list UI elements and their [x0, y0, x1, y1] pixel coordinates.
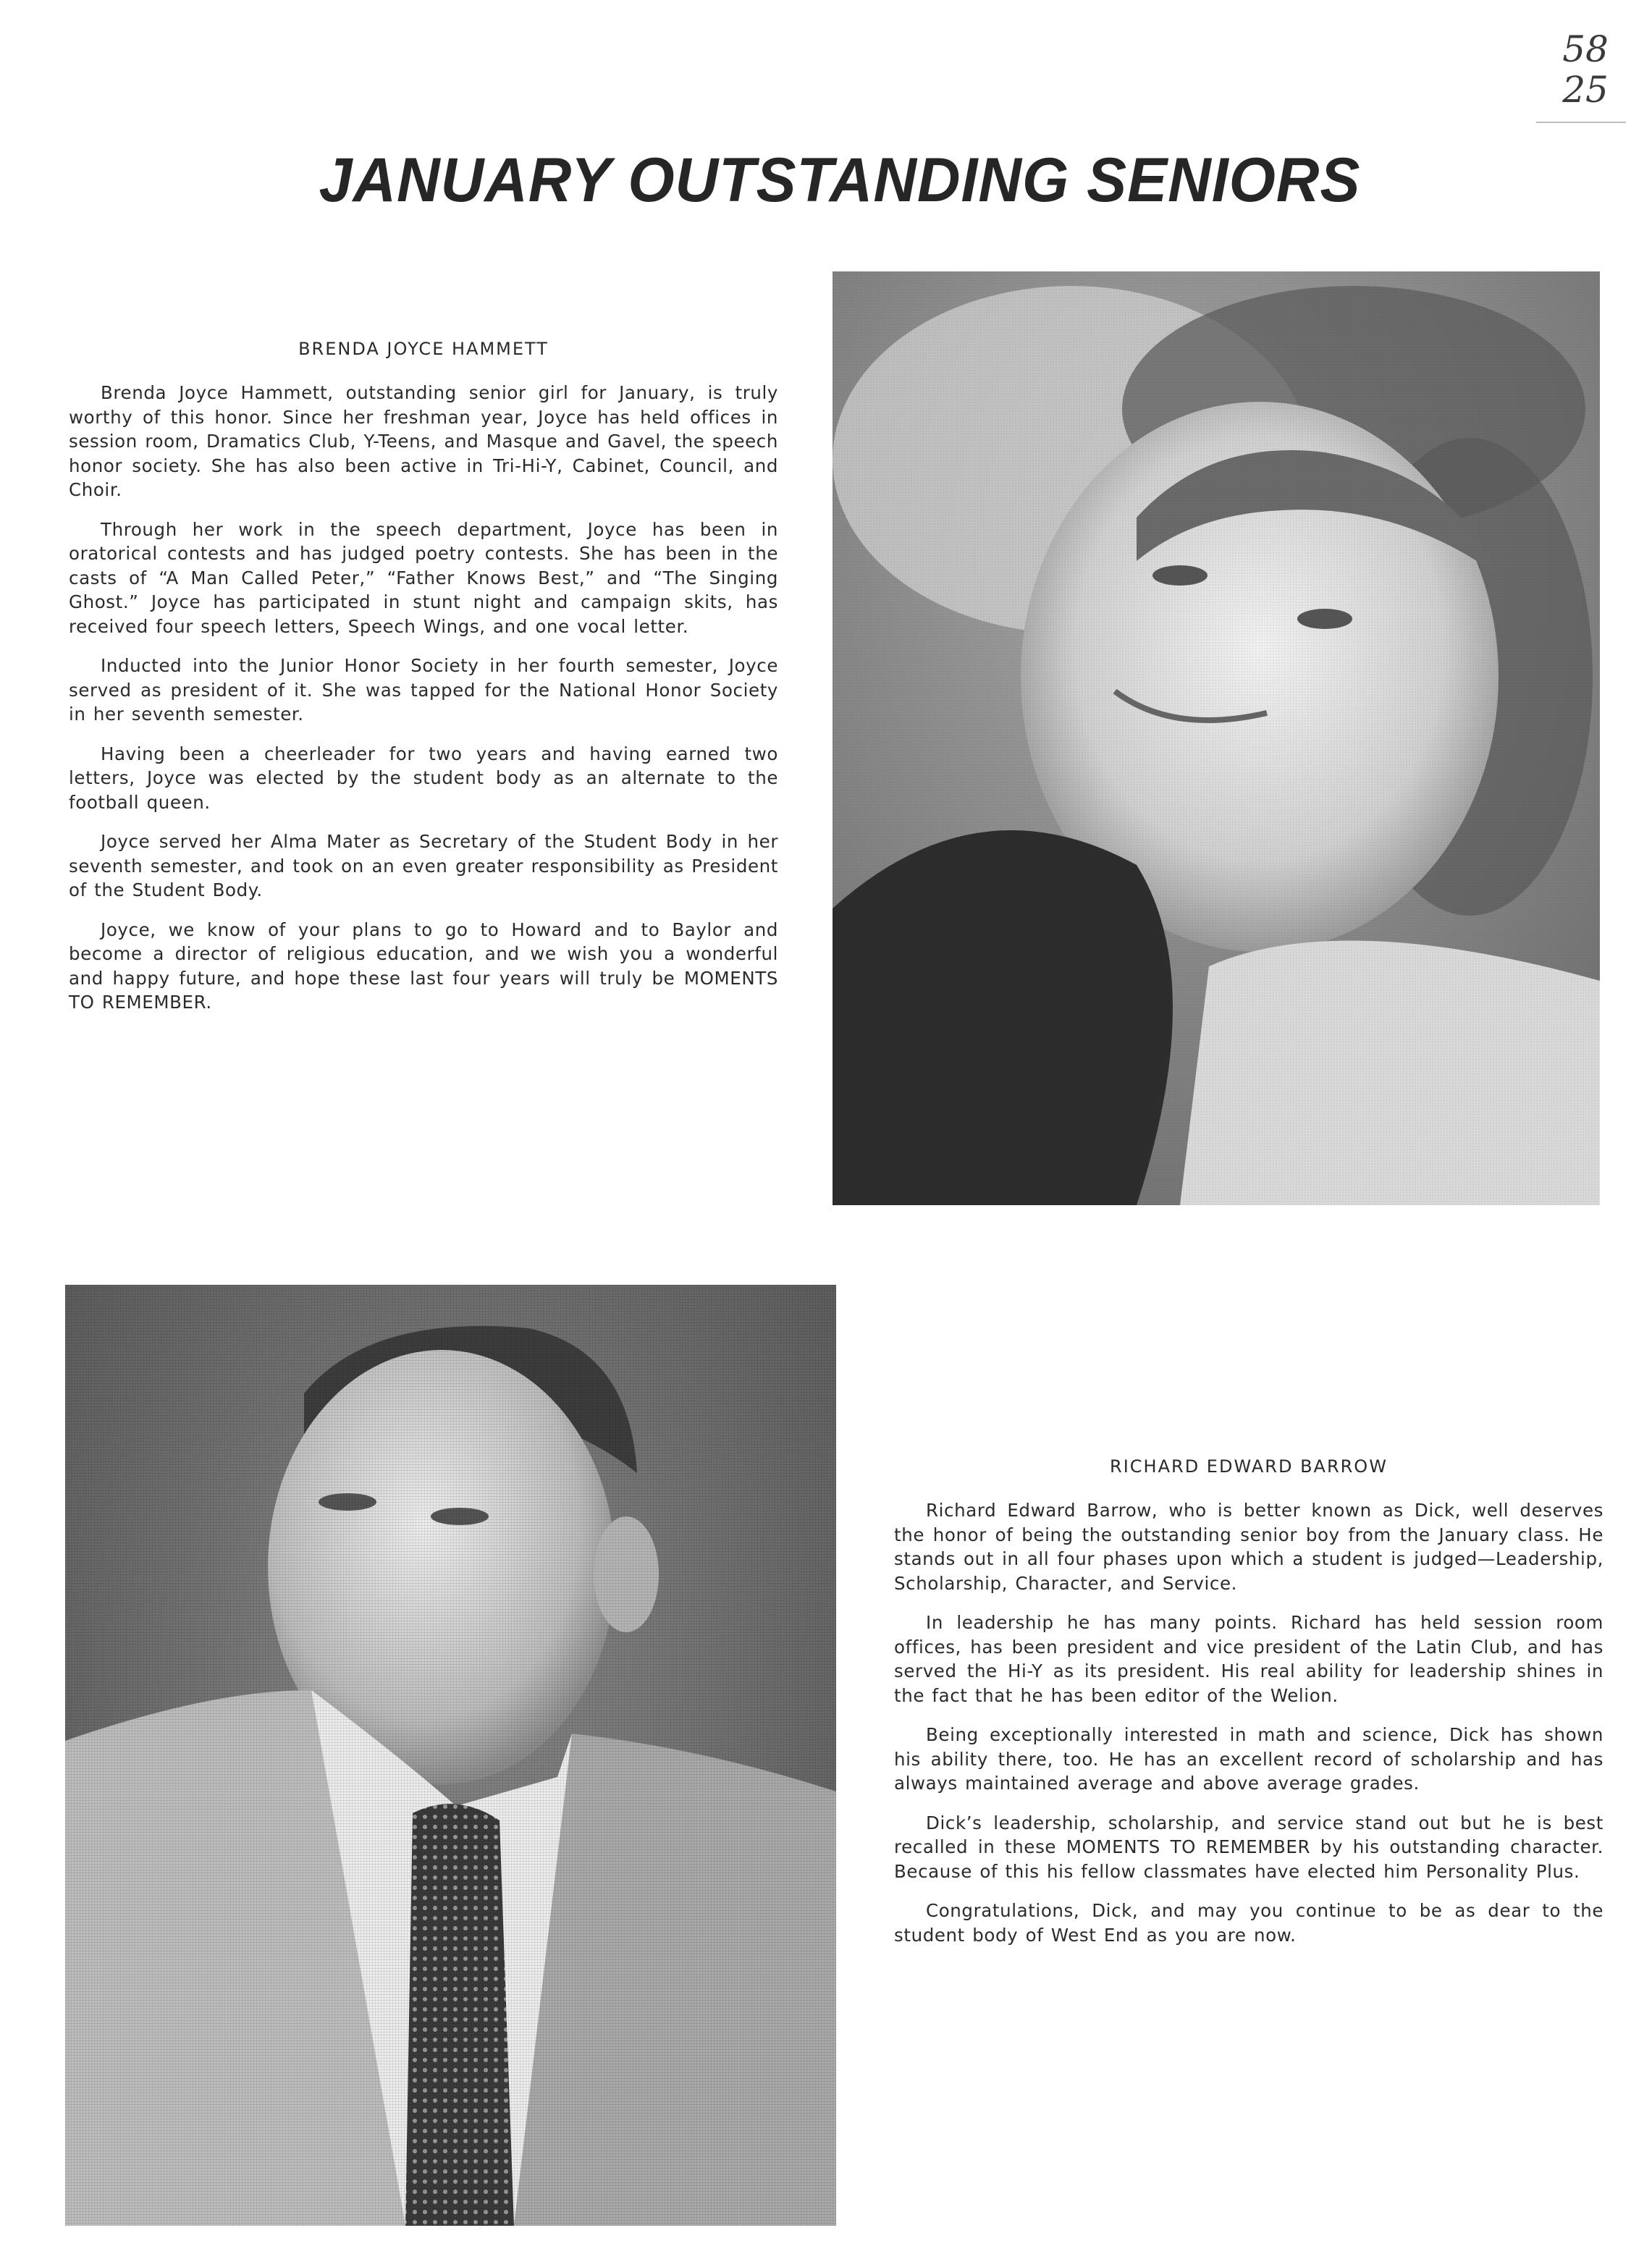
richard-paragraph: Richard Edward Barrow, who is better known as Dick, well deserves the honor of being the outstanding senior boy from the January class. He stands out in all four phases upon which a student is judged—Leadership, Scholarship, Character, and Service.: [894, 1500, 1603, 1594]
richard-paragraph: Being exceptionally interested in math and science, Dick has shown his ability there, too. He has an excellent record of scholarship and has always maintained average and above average grades.: [894, 1724, 1603, 1794]
page-title: JANUARY OUTSTANDING SENIORS: [319, 145, 1361, 215]
richard-paragraph: Dick’s leadership, scholarship, and service stand out but he is best recalled in these MOMENTS TO REMEMBER by his outstanding character. Because of this his fellow classmates have elected him Personality Plus.: [894, 1812, 1603, 1882]
richard-profile: [894, 1456, 1603, 1962]
handwritten-note-bottom: 25: [1562, 69, 1609, 111]
brenda-portrait-photo: [833, 271, 1600, 1205]
brenda-paragraph: Joyce served her Alma Mater as Secretary of the Student Body in her seventh semester, and took on an even greater responsibility as President of the Student Body.: [69, 831, 778, 900]
richard-paragraph: Congratulations, Dick, and may you continue to be as dear to the student body of West End as you are now.: [894, 1900, 1603, 1946]
richard-portrait-photo: [65, 1285, 836, 2226]
brenda-paragraph: Having been a cheerleader for two years and having earned two letters, Joyce was elected by the student body as an alternate to the football queen.: [69, 743, 778, 813]
brenda-paragraph: Joyce, we know of your plans to go to Howard and to Baylor and become a director of religious education, and we wish you a wonderful and happy future, and hope these last four years will truly be MOMENTS TO REMEMBER.: [69, 919, 778, 1013]
portrait-photo-icon: [833, 271, 1600, 1205]
handwritten-page-note: [1535, 29, 1636, 110]
brenda-profile: [69, 339, 778, 1030]
brenda-name-heading: BRENDA JOYCE HAMMETT: [298, 339, 549, 359]
brenda-paragraph: Brenda Joyce Hammett, outstanding senior girl for January, is truly worthy of this honor. Since her freshman year, Joyce has held offices in session room, Dramatics Club, Y-Teens, and Masque and Gavel, the speech honor society. She has also been active in Tri-Hi-Y, Cabinet, Council, and Choir.: [69, 382, 778, 500]
handwritten-note-rule: [1536, 122, 1626, 123]
portrait-photo-icon: [65, 1285, 836, 2226]
richard-paragraph: In leadership he has many points. Richard has held session room offices, has been president and vice president of the Latin Club, and has served the Hi-Y as its president. His real ability for leadership shines in the fact that he has been editor of the Welion.: [894, 1612, 1603, 1706]
brenda-paragraph: Through her work in the speech department, Joyce has been in oratorical contests and has judged poetry contests. She has been in the casts of “A Man Called Peter,” “Father Knows Best,” and “The Singing Ghost.” Joyce has participated in stunt night and campaign skits, has received four speech letters, Speech Wings, and one vocal letter.: [69, 518, 778, 637]
handwritten-note-top: 58: [1562, 28, 1609, 70]
brenda-paragraph: Inducted into the Junior Honor Society in her fourth semester, Joyce served as president of it. She was tapped for the National Honor Society in her seventh semester.: [69, 655, 778, 725]
richard-name-heading: RICHARD EDWARD BARROW: [1110, 1456, 1388, 1477]
